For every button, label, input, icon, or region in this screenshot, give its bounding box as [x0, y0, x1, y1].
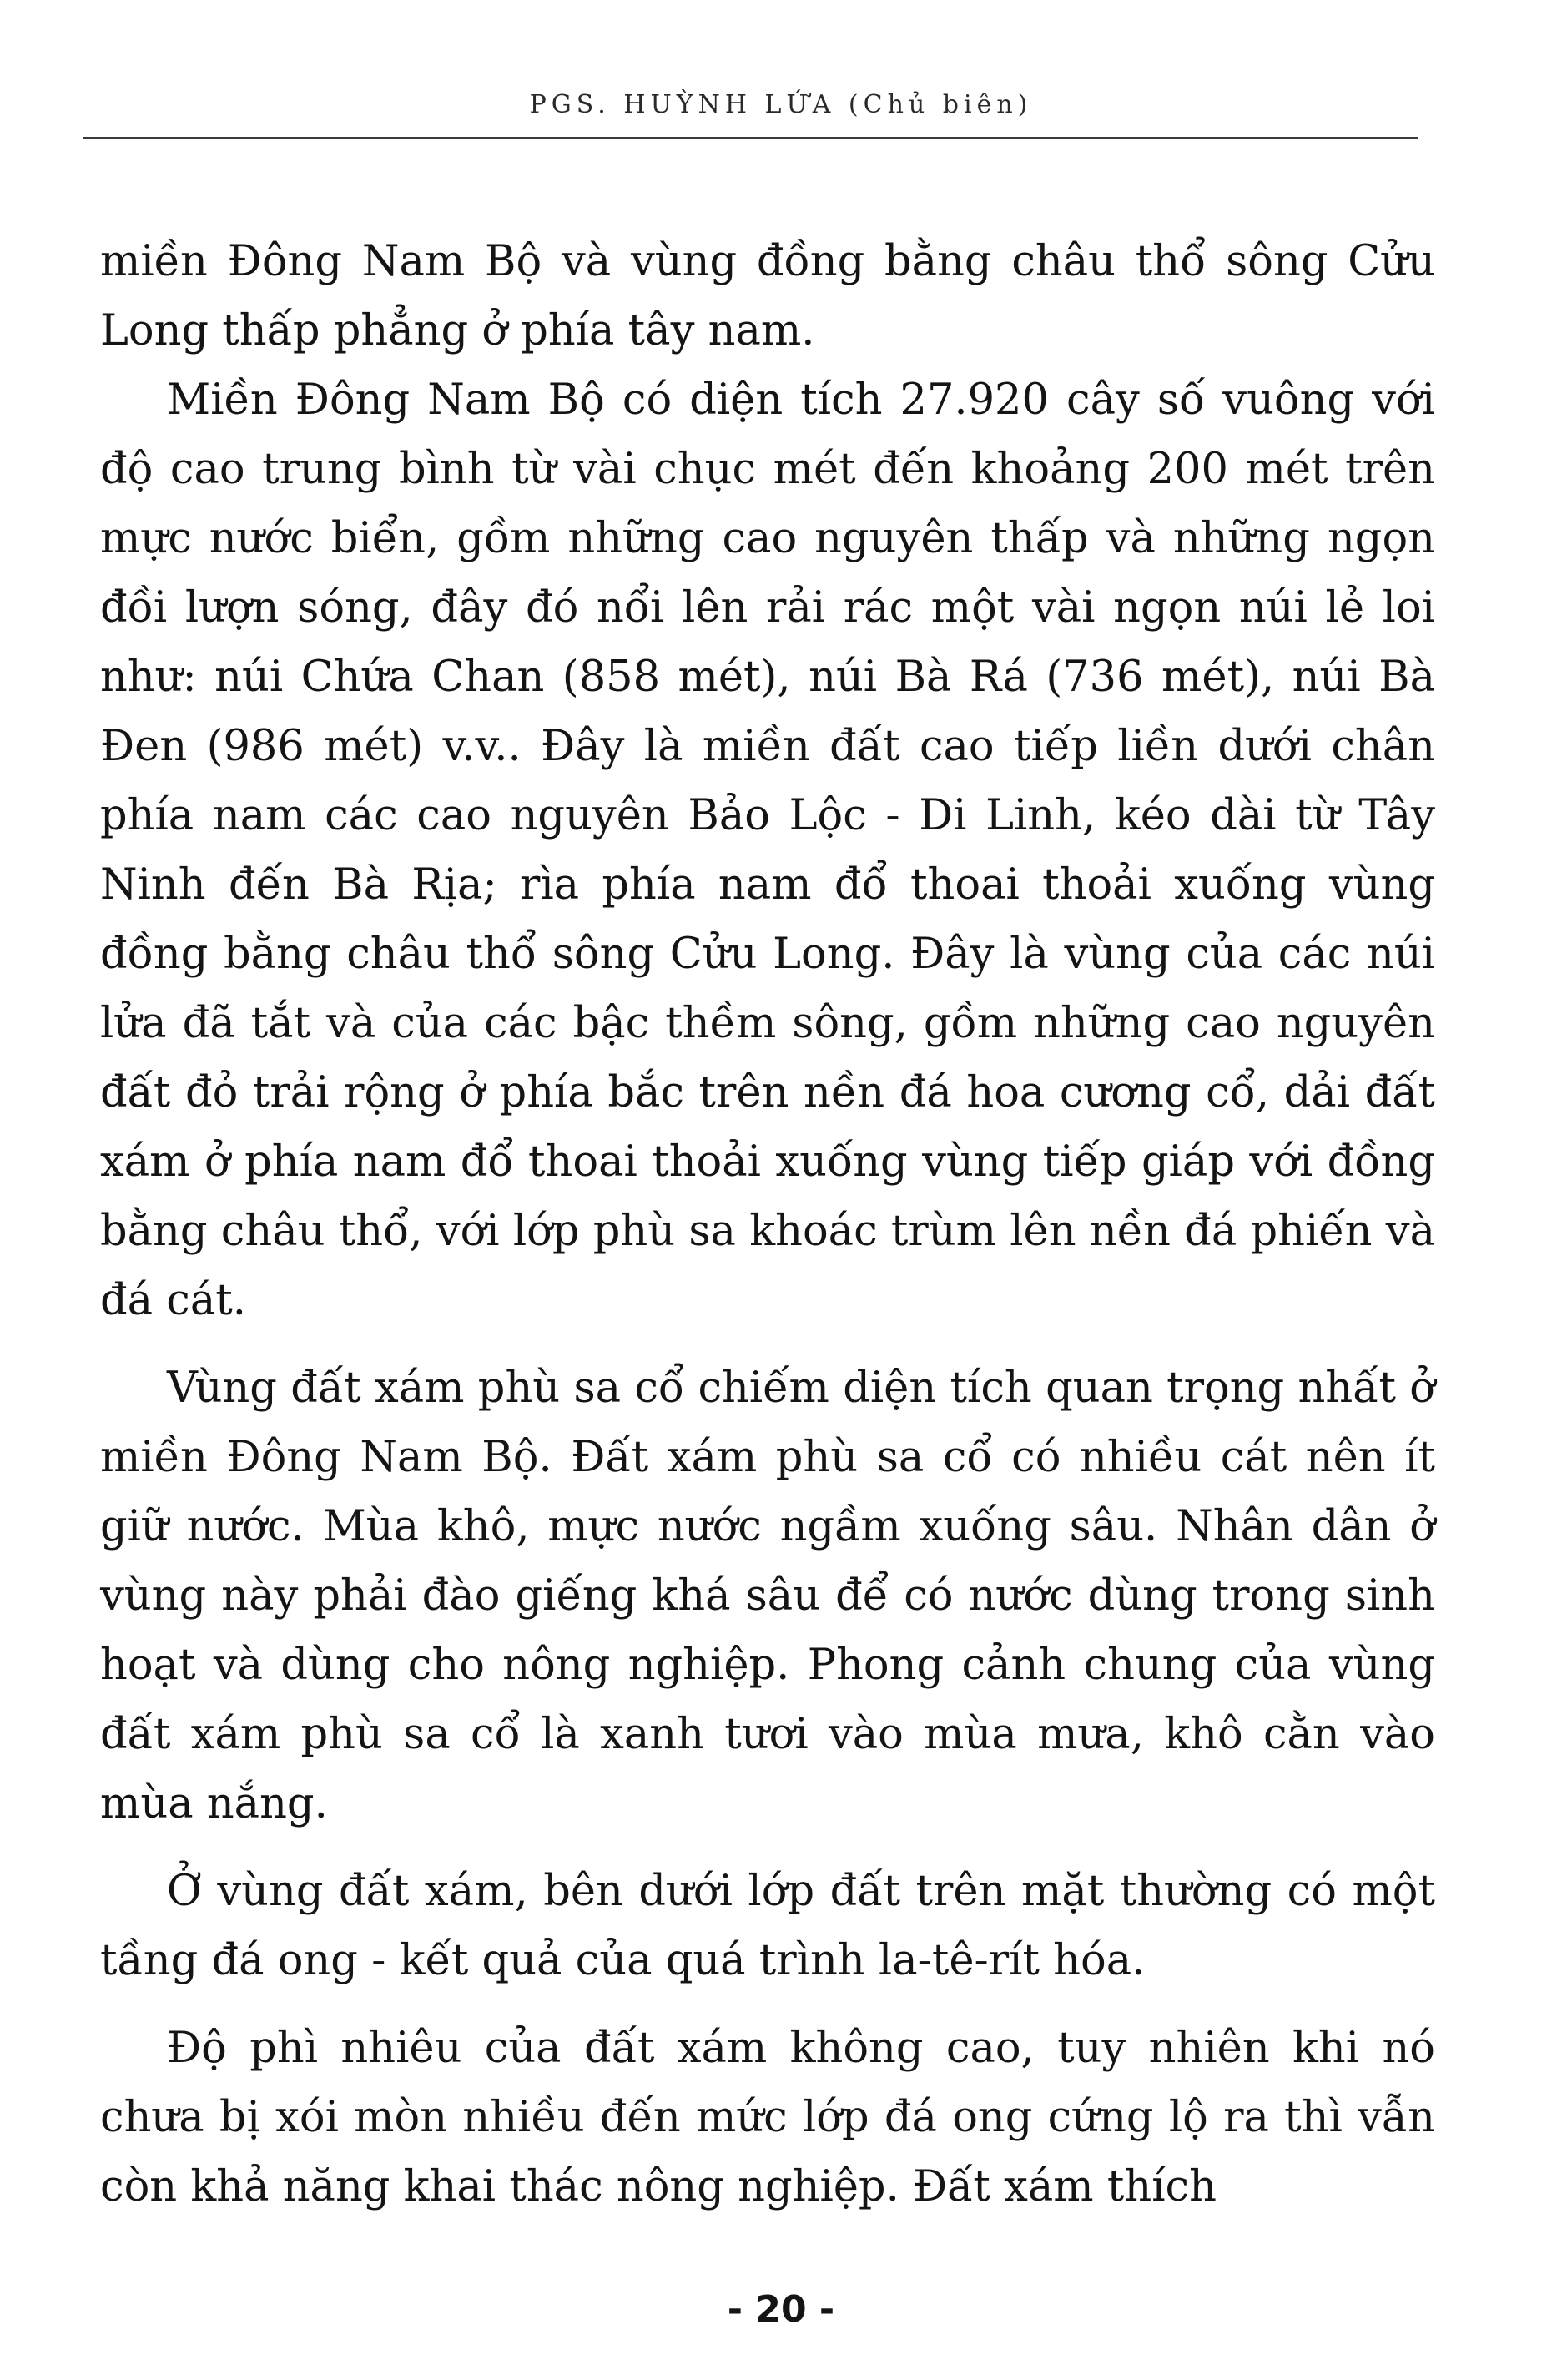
header-rule: [83, 137, 1418, 139]
paragraph-continuation: miền Đông Nam Bộ và vùng đồng bằng châu thổ sông Cửu Long thấp phẳng ở phía tây nam.: [100, 237, 1435, 355]
running-header: PGS. HUỲNH LỨA (Chủ biên): [529, 90, 1033, 119]
body-text: [100, 227, 1435, 2221]
paragraph-dat-xam: Vùng đất xám phù sa cổ chiếm diện tích quan trọng nhất ở miền Đông Nam Bộ. Đất xám phù sa cổ có nhiều cát nên ít giữ nước. Mùa khô, mực nước ngầm xuống sâu. Nhân dân ở vùng này phải đào giếng khá sâu để có nước dùng trong sinh hoạt và dùng cho nông nghiệp. Phong cảnh chung của vùng đất xám phù sa cổ là xanh tươi vào mùa mưa, khô cằn vào mùa nắng.: [100, 1364, 1435, 1828]
paragraph-dong-nam-bo: Miền Đông Nam Bộ có diện tích 27.920 cây số vuông với độ cao trung bình từ vài chục mét đến khoảng 200 mét trên mực nước biển, gồm những cao nguyên thấp và những ngọn đồi lượn sóng, đây đó nổi lên rải rác một vài ngọn núi lẻ loi như: núi Chứa Chan (858 mét), núi Bà Rá (736 mét), núi Bà Đen (986 mét) v.v.. Đây là miền đất cao tiếp liền dưới chân phía nam các cao nguyên Bảo Lộc - Di Linh, kéo dài từ Tây Ninh đến Bà Rịa; rìa phía nam đổ thoai thoải xuống vùng đồng bằng châu thổ sông Cửu Long. Đây là vùng của các núi lửa đã tắt và của các bậc thềm sông, gồm những cao nguyên đất đỏ trải rộng ở phía bắc trên nền đá hoa cương cổ, dải đất xám ở phía nam đổ thoai thoải xuống vùng tiếp giáp với đồng bằng châu thổ, với lớp phù sa khoác trùm lên nền đá phiến và đá cát.: [100, 376, 1435, 1325]
paragraph-do-phi-nhieu: Độ phì nhiêu của đất xám không cao, tuy nhiên khi nó chưa bị xói mòn nhiều đến mức lớp đá ong cứng lộ ra thì vẫn còn khả năng khai thác nông nghiệp. Đất xám thích: [100, 2024, 1435, 2211]
page-number: - 20 -: [727, 2288, 835, 2331]
paragraph-da-ong: Ở vùng đất xám, bên dưới lớp đất trên mặt thường có một tầng đá ong - kết quả của quá trình la-tê-rít hóa.: [100, 1867, 1435, 1985]
